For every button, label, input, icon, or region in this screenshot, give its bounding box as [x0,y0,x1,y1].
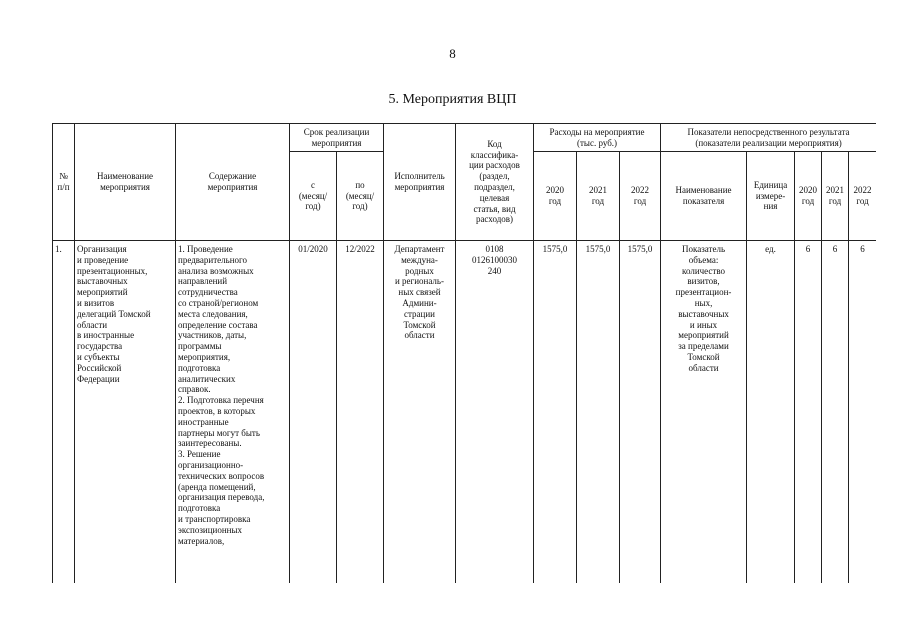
table-header-row [53,124,877,152]
cell-period-from: 01/2020 [290,241,337,584]
header-indicator-unit: Единица измере- ния [747,152,795,241]
cell-indicator-name: Показатель объема: количество визитов, презентацион- ных, выставочных и иных мероприятий за пределами Томской области [661,241,747,584]
cell-indicator-2021: 6 [822,241,849,584]
header-indicator-2020: 2020 год [795,152,822,241]
cell-expenses-2020: 1575,0 [534,241,577,584]
cell-activity-name: Организация и проведение презентационных, выставочных мероприятий и визитов делегаций Томской области в иностранные государства и субъекты Российской Федерации [75,241,176,584]
header-expenses-2022: 2022 год [620,152,661,241]
cell-indicator-2022: 6 [849,241,876,584]
cell-executor: Департамент междуна- родных и региональ- ных связей Админи- страции Томской области [384,241,456,584]
header-period-from: с (месяц/ год) [290,152,337,241]
cell-indicator-unit: ед. [747,241,795,584]
cell-expenses-2022: 1575,0 [620,241,661,584]
cell-expense-code: 0108 0126100030 240 [456,241,534,584]
header-executor: Исполнитель мероприятия [384,124,456,241]
header-indicator-2022: 2022 год [849,152,876,241]
table-row [53,241,877,584]
header-activity-content: Содержание мероприятия [176,124,290,241]
header-indicators-group: Показатели непосредственного результата (показатели реализации мероприятия) [661,124,876,152]
header-expenses-2021: 2021 год [577,152,620,241]
page-number: 8 [449,46,456,61]
header-activity-name: Наименование мероприятия [75,124,176,241]
cell-expenses-2021: 1575,0 [577,241,620,584]
header-expenses-2020: 2020 год [534,152,577,241]
header-indicator-name: Наименование показателя [661,152,747,241]
header-period-to: по (месяц/ год) [337,152,384,241]
header-period-group: Срок реализации мероприятия [290,124,384,152]
header-indicator-2021: 2021 год [822,152,849,241]
cell-period-to: 12/2022 [337,241,384,584]
cell-indicator-2020: 6 [795,241,822,584]
header-num: № п/п [53,124,75,241]
header-expense-code: Код классифика- ции расходов (раздел, подраздел, целевая статья, вид расходов) [456,124,534,241]
cell-activity-content: 1. Проведение предварительного анализа возможных направлений сотрудничества со страной/регионом места следования, определение состава участников, даты, программы мероприятия, подготовка аналитических справок. 2. Подготовка перечня проектов, в которых иностранные партнеры могут быть заинтересованы. 3. Решение организационно- технических вопросов (аренда помещений, организация перевода, подготовка и транспортировка экспозиционных материалов, [176,241,290,584]
activities-table-container [52,123,876,583]
activities-table [52,123,876,583]
section-title: 5. Мероприятия ВЦП [388,92,517,107]
cell-num: 1. [53,241,75,584]
header-expenses-group: Расходы на мероприятие (тыс. руб.) [534,124,661,152]
